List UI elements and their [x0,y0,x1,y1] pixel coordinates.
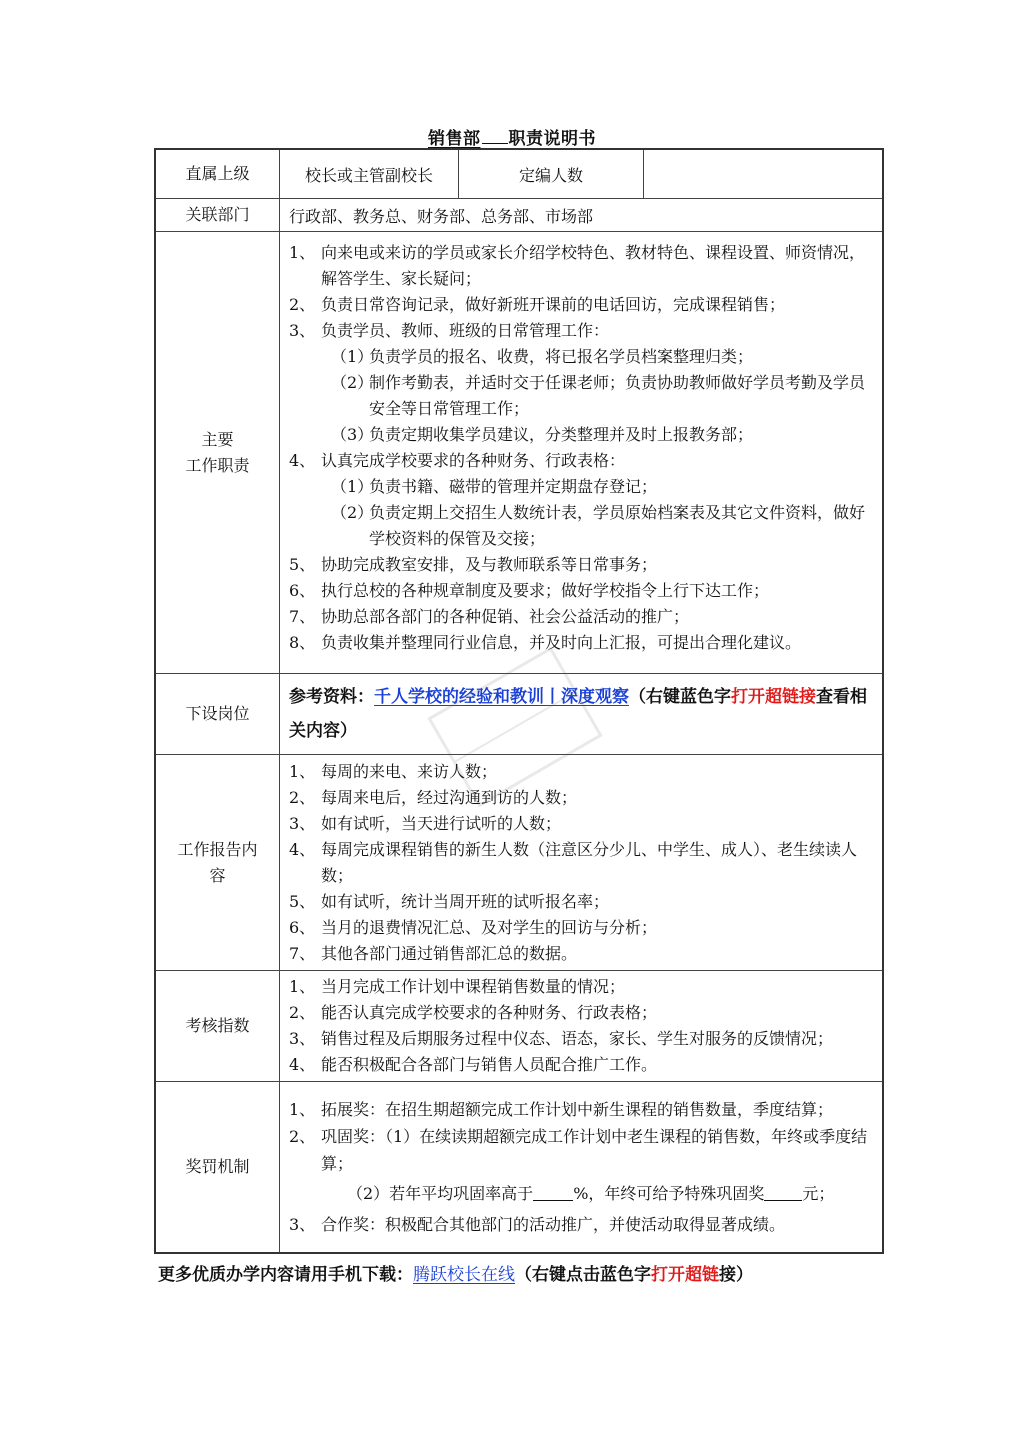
label-supervisor: 直属上级 [156,150,280,198]
reference-text: 参考资料：千人学校的经验和教训丨深度观察（右键蓝色字打开超链接查看相关内容） [289,687,867,741]
kpi-item: 2、 能否认真完成学校要求的各种财务、行政表格； [289,1003,658,1022]
footer-open-link-hint: 打开超链 [651,1265,719,1285]
footer-promo: 更多优质办学内容请用手机下载：腾跃校长在线（右键点击蓝色字打开超链接） [158,1265,753,1285]
duty-item: 4、 认真完成学校要求的各种财务、行政表格： [289,451,626,470]
rate-blank [533,1200,573,1201]
title-blank [482,143,508,144]
row-duties [156,232,882,674]
report-item: 1、 每周的来电、来访人数； [289,761,498,781]
value-related-depts: 行政部、教务总、财务部、总务部、市场部 [289,206,594,226]
label-headcount: 定编人数 [459,150,644,198]
duties-list [280,232,882,673]
value-headcount [644,150,882,198]
label-duties-line1: 主要 [201,429,234,449]
duty-subitem: （2） 负责定期上交招生人数统计表，学员原始档案表及其它文件资料，做好学校资料的保管及交接； [331,503,866,548]
duty-subitem: （3） 负责定期收集学员建议，分类整理并及时上报教务部； [331,425,754,444]
duty-item: 8、 负责收集并整理同行业信息，并及时向上汇报，可提出合理化建议。 [289,633,802,652]
kpi-item: 4、 能否积极配合各部门与销售人员配合推广工作。 [289,1055,658,1074]
duty-item: 1、 向来电或来访的学员或家长介绍学校特色、教材特色、课程设置、师资情况，解答学生、家长疑问； [289,243,866,288]
report-item: 3、 如有试听，当天进行试听的人数； [289,813,562,833]
row-related-depts [156,199,882,232]
label-duties-line2: 工作职责 [185,455,250,475]
row-report [156,755,882,971]
title-dept: 销售部 [428,129,481,149]
report-item: 5、 如有试听，统计当周开班的试听报名率； [289,891,610,911]
kpi-item: 1、 当月完成工作计划中课程销售数量的情况； [289,977,626,996]
duty-item: 3、 负责学员、教师、班级的日常管理工作： [289,321,610,340]
amount-blank [764,1200,802,1201]
reward-list [280,1082,882,1252]
reward-item: 3、 合作奖：积极配合其他部门的活动推广，并使活动取得显著成绩。 [289,1215,786,1234]
row-kpi [156,971,882,1082]
duty-subitem: （2） 制作考勤表，并适时交于任课老师；负责协助教师做好学员考勤及学员安全等日常管理工作； [331,373,866,418]
label-kpi: 考核指数 [156,971,280,1081]
reward-subitem: （2）若年平均巩固率高于 %，年终可给予特殊巩固奖 元； [347,1184,835,1203]
duty-item: 5、 协助完成教室安排，及与教师联系等日常事务； [289,555,658,574]
report-list [280,755,882,970]
page-title [0,124,1024,149]
value-supervisor: 校长或主管副校长 [280,150,459,198]
duty-item: 2、 负责日常咨询记录，做好新班开课前的电话回访，完成课程销售； [289,295,786,314]
report-item: 7、 其他各部门通过销售部汇总的数据。 [289,943,578,963]
report-item: 2、 每周来电后，经过沟通到访的人数； [289,787,578,807]
label-reward: 奖罚机制 [156,1082,280,1252]
kpi-item: 3、 销售过程及后期服务过程中仪态、语态，家长、学生对服务的反馈情况； [289,1029,834,1048]
report-item: 6、 当月的退费情况汇总、及对学生的回访与分析； [289,917,658,937]
row-supervisor [156,150,882,199]
kpi-list [280,971,882,1081]
row-positions [156,674,882,755]
reference-link[interactable]: 千人学校的经验和教训丨深度观察 [374,687,629,707]
duty-subitem: （1） 负责书籍、磁带的管理并定期盘存登记； [331,477,658,496]
row-reward [156,1082,882,1252]
open-link-hint: 打开超链接 [731,687,816,707]
footer-app-link[interactable]: 腾跃校长在线 [413,1265,515,1285]
duty-item: 6、 执行总校的各种规章制度及要求；做好学校指令上行下达工作； [289,581,770,600]
label-report: 工作报告内容 [156,755,280,970]
job-description-table [154,148,884,1254]
report-item: 4、 每周完成课程销售的新生人数（注意区分少儿、中学生、成人）、老生续读人数； [289,839,858,885]
label-duties [156,232,280,673]
label-related-depts: 关联部门 [156,199,280,231]
reference-cell [280,674,882,754]
title-suffix: 职责说明书 [508,129,596,149]
label-positions: 下设岗位 [156,674,280,754]
reward-item: 1、 拓展奖：在招生期超额完成工作计划中新生课程的销售数量，季度结算； [289,1100,834,1119]
duty-subitem: （1） 负责学员的报名、收费，将已报名学员档案整理归类； [331,347,754,366]
duty-item: 7、 协助总部各部门的各种促销、社会公益活动的推广； [289,607,690,626]
reward-item: 2、 巩固奖：（1）在续读期超额完成工作计划中老生课程的销售数，年终或季度结算； [289,1127,868,1173]
